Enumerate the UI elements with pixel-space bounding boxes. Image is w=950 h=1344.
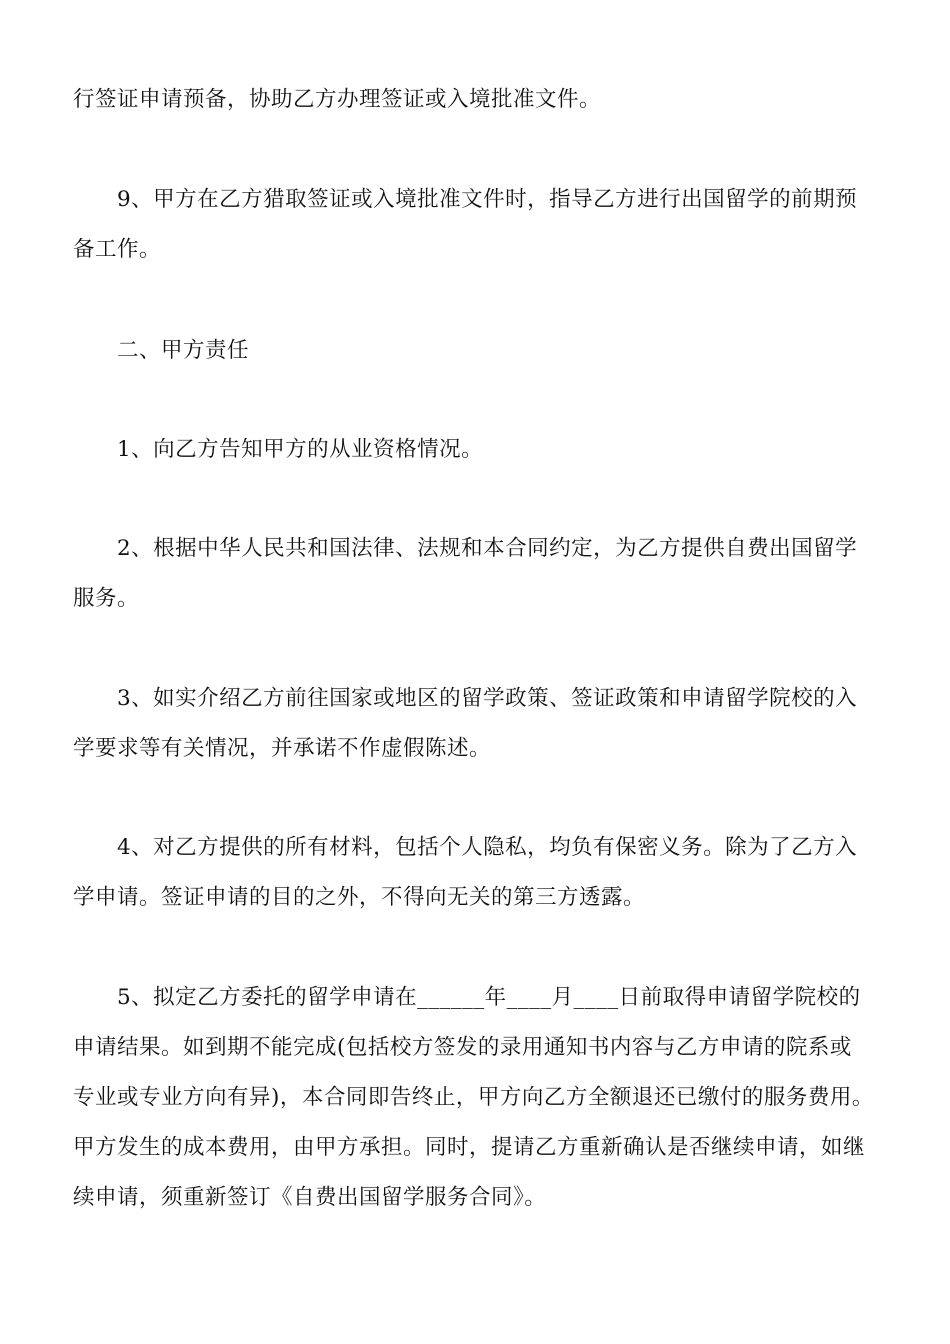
section-heading-party-a-responsibility <box>73 326 883 376</box>
paragraph-item-5 <box>73 973 883 1223</box>
text-line: 甲方发生的成本费用，由甲方承担。同时，提请乙方重新确认是否继续申请，如继 <box>73 1135 866 1160</box>
text-line: 9、甲方在乙方猎取签证或入境批准文件时，指导乙方进行出国留学的前期预 <box>117 187 858 212</box>
text-line: 续申请，须重新签订《自费出国留学服务合同》。 <box>73 1185 547 1210</box>
paragraph-item-3 <box>73 674 883 774</box>
text-line: 2、根据中华人民共和国法律、法规和本合同约定，为乙方提供自费出国留学 <box>117 536 858 561</box>
text-line: 1、向乙方告知甲方的从业资格情况。 <box>117 437 484 462</box>
paragraph-item-2 <box>73 524 883 624</box>
text-line: 3、如实介绍乙方前往国家或地区的留学政策、签证政策和申请留学院校的入 <box>117 686 858 711</box>
text-line: 学要求等有关情况，并承诺不作虚假陈述。 <box>73 736 492 761</box>
text-line: 申请结果。如到期不能完成(包括校方签发的录用通知书内容与乙方申请的院系或 <box>73 1035 852 1060</box>
paragraph-item-4 <box>73 823 883 923</box>
text-line: 行签证申请预备，协助乙方办理签证或入境批准文件。 <box>73 87 602 112</box>
paragraph-item-1 <box>73 425 883 475</box>
text-line: 服务。 <box>73 586 140 611</box>
paragraph-continuation <box>73 75 883 125</box>
text-line: 5、拟定乙方委托的留学申请在______年____月____日前取得申请留学院校的 <box>117 985 861 1010</box>
text-line: 备工作。 <box>73 237 162 262</box>
text-line: 专业或专业方向有异)，本合同即告终止，甲方向乙方全额退还已缴付的服务费用。 <box>73 1085 874 1110</box>
text-line: 学申请。签证申请的目的之外，不得向无关的第三方透露。 <box>73 885 646 910</box>
paragraph-item-9 <box>73 175 883 275</box>
text-line: 二、甲方责任 <box>117 338 250 363</box>
text-line: 4、对乙方提供的所有材料，包括个人隐私，均负有保密义务。除为了乙方入 <box>117 835 858 860</box>
